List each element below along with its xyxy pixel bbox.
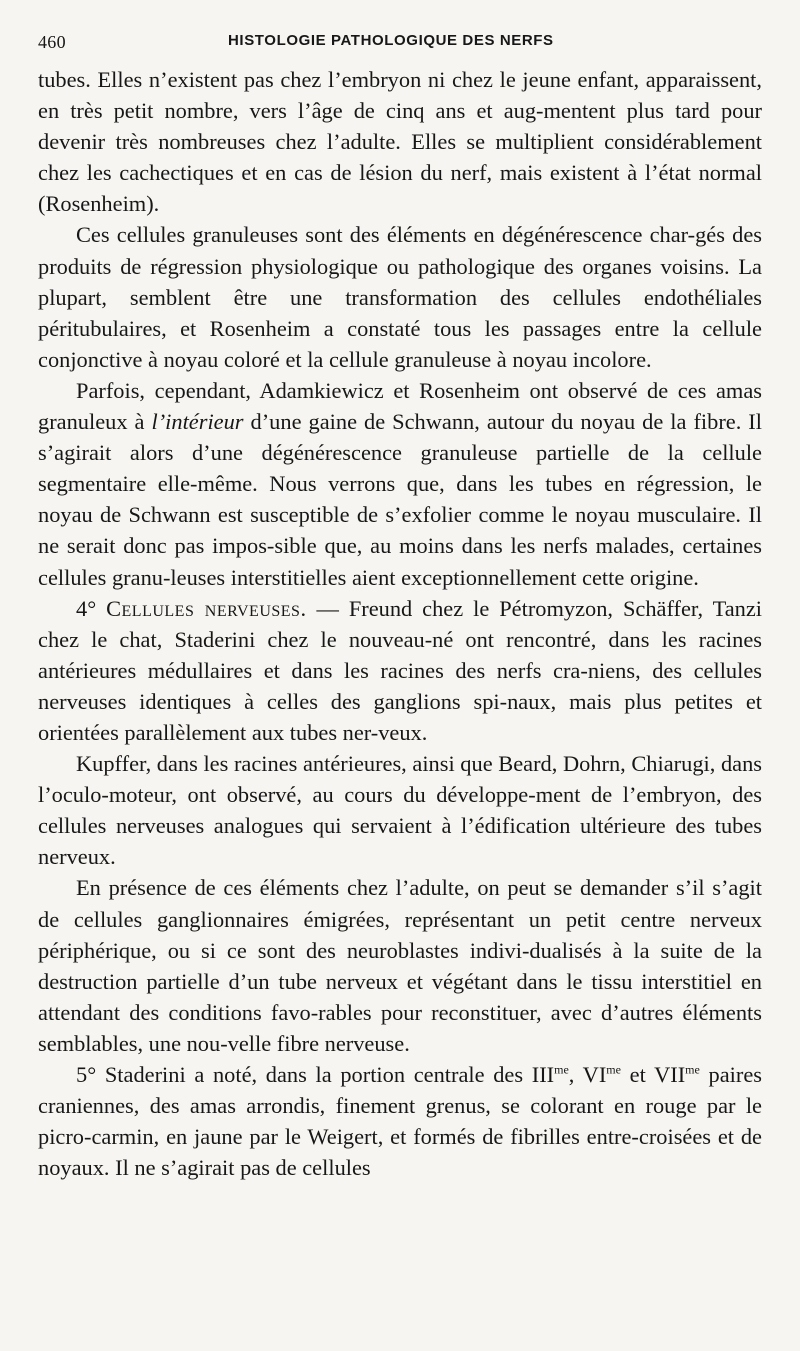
paragraph-5: Kupffer, dans les racines antérieures, ainsi que Beard, Dohrn, Chiarugi, dans l’oculo-moteur, ont observé, au cours du développe-ment de l’embryon, des cellules nerveuses analogues qui servaient à l’édification ultérieure des tubes nerveux. <box>38 751 762 870</box>
body-text <box>38 64 762 1183</box>
section-heading-cellules-nerveuses: Cellules nerveuses. <box>106 595 307 621</box>
paragraph-6: En présence de ces éléments chez l’adulte, on peut se demander s’il s’agit de cellules ganglionnaires émigrées, représentant un petit centre nerveux périphérique, ou si ce sont des neuroblastes indivi-dualisés à la suite de la destruction partielle d’un tube nerveux et végétant dans le tissu interstitiel en attendant des conditions favo-rables pour reconstituer, avec d’autres éléments semblables, une nou-velle fibre nerveuse. <box>38 875 762 1056</box>
paragraph-7-text-b: , VI <box>568 1062 607 1087</box>
paragraph-7-text-d: paires craniennes, des amas arrondis, finement grenus, se colorant en rouge par le picro-carmin, en jaune par le Weigert, et formés de fibrilles entre-croisées et de noyaux. Il ne s’agirait pas de cellules <box>38 1062 762 1181</box>
paragraph-1: tubes. Elles n’existent pas chez l’embryon ni chez le jeune enfant, apparaissent, en très petit nombre, vers l’âge de cinq ans et aug-mentent plus tard pour devenir très nombreuses chez l’adulte. Elles se multiplient considérablement chez les cachectiques et en cas de lésion du nerf, mais existent à l’état normal (Rosenheim). <box>38 67 762 217</box>
paragraph-3 <box>38 375 762 593</box>
superscript-me-3: me <box>685 1062 700 1077</box>
paragraph-3-text-start: Parfois, cependant, Adamkiewicz et Rosenheim ont observé de ces amas granuleux à <box>38 377 762 435</box>
paragraph-2: Ces cellules granuleuses sont des éléments en dégénérescence char-gés des produits de régression physiologique ou pathologique des organes voisins. La plupart, semblent être une transformation des cellules endothéliales péritubulaires, et Rosenheim a constaté tous les passages entre la cellule conjonctive à noyau coloré et la cellule granuleuse à noyau incolore. <box>38 222 762 372</box>
paragraph-7-text-c: et VII <box>620 1062 686 1087</box>
superscript-me-1: me <box>554 1062 569 1077</box>
emphasis-interieur: l’intérieur <box>151 409 244 435</box>
running-head <box>38 30 762 64</box>
superscript-me-2: me <box>606 1062 621 1077</box>
paragraph-7 <box>38 1059 762 1183</box>
running-title: HISTOLOGIE PATHOLOGIQUE DES NERFS <box>228 32 554 49</box>
section-number-4: 4° <box>76 595 97 621</box>
page-number: 460 <box>38 32 66 52</box>
paragraph-4 <box>38 593 762 748</box>
paragraph-7-text-a: 5° Staderini a noté, dans la portion centrale des III <box>76 1062 555 1087</box>
paragraph-3-text-end: d’une gaine de Schwann, autour du noyau de la fibre. Il s’agirait alors d’une dégénérescence granuleuse partielle de la cellule segmentaire elle-même. Nous verrons que, dans les tubes en régression, le noyau de Schwann est susceptible de s’exfolier comme le noyau musculaire. Il ne serait donc pas impos-sible que, au moins dans les nerfs malades, certaines cellules granu-leuses interstitielles aient exceptionnellement cette origine. <box>38 409 762 590</box>
paragraph-4-text: — Freund chez le Pétromyzon, Schäffer, Tanzi chez le chat, Staderini chez le nouveau-né ont rencontré, dans les racines antérieures médullaires et dans les racines des nerfs cra-niens, des cellules nerveuses identiques à celles des ganglions spi-naux, mais plus petites et orientées parallèlement aux tubes ner-veux. <box>38 595 762 745</box>
